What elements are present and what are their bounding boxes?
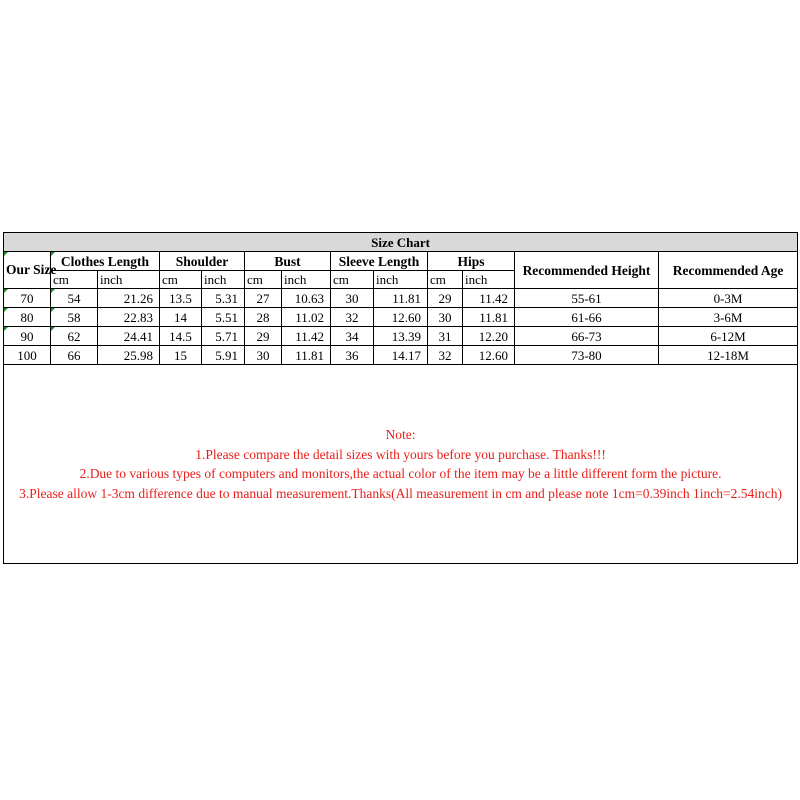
- note-line-2: 2.Due to various types of computers and monitors,the actual color of the item may be a little different form the picture.: [79, 466, 722, 481]
- cell-hips-cm: 30: [428, 308, 463, 327]
- cell-shoulder-cm: 14.5: [160, 327, 202, 346]
- cell-shoulder-cm: 15: [160, 346, 202, 365]
- cell-sleeve-cm: 32: [331, 308, 374, 327]
- cell-hips-cm: 29: [428, 289, 463, 308]
- header-recommended-height: Recommended Height: [515, 252, 659, 289]
- cell-bust-inch: 11.81: [282, 346, 331, 365]
- cell-height: 55-61: [515, 289, 659, 308]
- cell-bust-cm: 30: [245, 346, 282, 365]
- note-heading: Note:: [385, 427, 416, 442]
- header-recommended-age: Recommended Age: [659, 252, 798, 289]
- header-hips: Hips: [428, 252, 515, 271]
- cell-length-inch: 25.98: [98, 346, 160, 365]
- cell-shoulder-cm: 13.5: [160, 289, 202, 308]
- cell-sleeve-inch: 13.39: [374, 327, 428, 346]
- cell-sleeve-inch: 11.81: [374, 289, 428, 308]
- unit-cm: cm: [160, 271, 202, 289]
- table-title: Size Chart: [4, 233, 798, 252]
- cell-hips-cm: 32: [428, 346, 463, 365]
- unit-inch: inch: [374, 271, 428, 289]
- header-bust: Bust: [245, 252, 331, 271]
- note-box: [4, 365, 798, 564]
- cell-sleeve-inch: 14.17: [374, 346, 428, 365]
- cell-hips-inch: 11.42: [463, 289, 515, 308]
- cell-shoulder-inch: 5.31: [202, 289, 245, 308]
- note-line-1: 1.Please compare the detail sizes with yours before you purchase. Thanks!!!: [195, 446, 606, 462]
- cell-height: 66-73: [515, 327, 659, 346]
- cell-sleeve-cm: 36: [331, 346, 374, 365]
- header-sleeve-length: Sleeve Length: [331, 252, 428, 271]
- table-row: [4, 289, 798, 308]
- header-row: [4, 252, 798, 271]
- cell-height: 61-66: [515, 308, 659, 327]
- cell-sleeve-cm: 34: [331, 327, 374, 346]
- cell-height: 73-80: [515, 346, 659, 365]
- cell-age: 12-18M: [659, 346, 798, 365]
- header-our-size: Our Size: [4, 252, 51, 289]
- cell-sleeve-cm: 30: [331, 289, 374, 308]
- unit-cm: cm: [245, 271, 282, 289]
- unit-cm: cm: [51, 271, 98, 289]
- cell-shoulder-inch: 5.91: [202, 346, 245, 365]
- cell-hips-inch: 12.20: [463, 327, 515, 346]
- cell-age: 3-6M: [659, 308, 798, 327]
- cell-bust-cm: 29: [245, 327, 282, 346]
- cell-length-inch: 22.83: [98, 308, 160, 327]
- table-row: [4, 327, 798, 346]
- cell-shoulder-cm: 14: [160, 308, 202, 327]
- cell-bust-inch: 11.42: [282, 327, 331, 346]
- cell-shoulder-inch: 5.71: [202, 327, 245, 346]
- cell-size: 90: [4, 327, 51, 346]
- cell-shoulder-inch: 5.51: [202, 308, 245, 327]
- cell-age: 0-3M: [659, 289, 798, 308]
- cell-bust-inch: 11.02: [282, 308, 331, 327]
- unit-cm: cm: [428, 271, 463, 289]
- table-title-row: [4, 233, 798, 252]
- note-row: [4, 365, 798, 564]
- unit-inch: inch: [98, 271, 160, 289]
- unit-inch: inch: [202, 271, 245, 289]
- table-row: [4, 308, 798, 327]
- cell-length-inch: 21.26: [98, 289, 160, 308]
- cell-length-cm: 54: [51, 289, 98, 308]
- cell-size: 80: [4, 308, 51, 327]
- cell-hips-inch: 12.60: [463, 346, 515, 365]
- unit-inch: inch: [463, 271, 515, 289]
- cell-size: 70: [4, 289, 51, 308]
- size-chart-table: [3, 232, 798, 564]
- cell-hips-inch: 11.81: [463, 308, 515, 327]
- header-clothes-length: Clothes Length: [51, 252, 160, 271]
- cell-bust-inch: 10.63: [282, 289, 331, 308]
- cell-length-cm: 66: [51, 346, 98, 365]
- note-line-3: 3.Please allow 1-3cm difference due to manual measurement.Thanks(All measurement in cm and please note 1cm=0.39inch 1inch=2.54inch): [19, 485, 782, 501]
- cell-age: 6-12M: [659, 327, 798, 346]
- cell-length-cm: 58: [51, 308, 98, 327]
- cell-sleeve-inch: 12.60: [374, 308, 428, 327]
- header-shoulder: Shoulder: [160, 252, 245, 271]
- unit-cm: cm: [331, 271, 374, 289]
- cell-length-cm: 62: [51, 327, 98, 346]
- table-row: [4, 346, 798, 365]
- cell-hips-cm: 31: [428, 327, 463, 346]
- unit-inch: inch: [282, 271, 331, 289]
- cell-size: 100: [4, 346, 51, 365]
- cell-length-inch: 24.41: [98, 327, 160, 346]
- cell-bust-cm: 27: [245, 289, 282, 308]
- cell-bust-cm: 28: [245, 308, 282, 327]
